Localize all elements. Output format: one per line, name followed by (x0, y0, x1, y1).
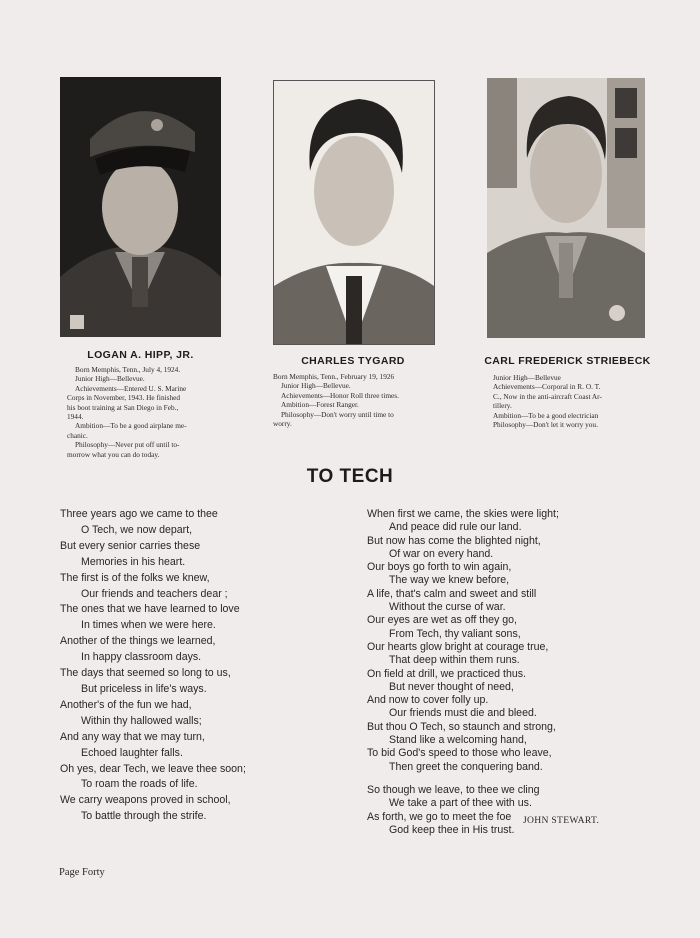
poem-line: But never thought of need, (389, 680, 514, 693)
portrait-photo-image (487, 78, 645, 338)
portrait-photo-image (274, 81, 434, 344)
poem-right-column (367, 508, 559, 837)
poem-line: When first we came, the skies were light; (367, 508, 559, 520)
portrait-charles-tygard (273, 80, 435, 345)
poem-line: And now to cover folly up. (367, 694, 489, 707)
poem-line: Then greet the conquering band. (389, 760, 543, 773)
poem-line: Echoed laughter falls. (81, 746, 183, 759)
poem-line: We carry weapons proved in school, (60, 794, 231, 807)
student-name-carl-striebeck: CARL FREDERICK STRIEBECK (484, 355, 651, 367)
student-name-logan-hipp: LOGAN A. HIPP, JR. (87, 349, 194, 361)
poem-line: On field at drill, we practiced thus. (367, 667, 526, 680)
poem-line: But now has come the blighted night, (367, 534, 541, 547)
bio-line: Philosophy—Never put off until to- (75, 440, 180, 450)
poem-line: We take a part of thee with us. (389, 797, 532, 810)
poem-line: Memories in his heart. (81, 555, 186, 568)
bio-line: Ambition—Forest Ranger. (281, 400, 359, 410)
bio-line: morrow what you can do today. (67, 449, 160, 459)
poem-line: Without the curse of war. (389, 601, 506, 614)
student-name-charles-tygard: CHARLES TYGARD (301, 355, 405, 367)
bio-line: C., Now in the anti-aircraft Coast Ar- (493, 391, 602, 401)
bio-line: Junior High—Bellevue. (281, 381, 351, 391)
poem-line: Our hearts glow bright at courage true, (367, 640, 549, 653)
student-bio-carl-striebeck (485, 373, 602, 429)
poem-line: Stand like a welcoming hand, (389, 734, 527, 747)
bio-line: Junior High—Bellevue (493, 373, 561, 382)
bio-line: tillery. (493, 401, 512, 411)
poem-line: In happy classroom days. (81, 651, 202, 664)
portrait-carl-striebeck (487, 78, 645, 338)
poem-line: O Tech, we now depart, (81, 523, 193, 536)
portrait-photo-image (60, 77, 221, 337)
bio-line: Corps in November, 1943. He finished (67, 393, 180, 403)
poem-line: That deep within them runs. (389, 654, 520, 667)
poem-line: The first is of the folks we knew, (60, 571, 210, 584)
bio-line: worry. (273, 419, 292, 429)
stanza-gap (367, 774, 559, 784)
bio-line: Philosophy—Don't let it worry you. (493, 420, 598, 430)
poem-line: The days that seemed so long to us, (60, 667, 231, 680)
student-bio-charles-tygard (273, 372, 399, 428)
poem-line: To roam the roads of life. (81, 778, 198, 791)
poem-line: God keep thee in His trust. (389, 823, 515, 836)
poem-line: But priceless in life's ways. (81, 682, 207, 695)
poem-line: But every senior carries these (60, 539, 201, 552)
student-bio-logan-hipp (67, 365, 187, 459)
poem-line: Our eyes are wet as off they go, (367, 614, 517, 627)
poem-line: Oh yes, dear Tech, we leave thee soon; (60, 762, 246, 775)
poem-line: To bid God's speed to those who leave, (367, 747, 552, 760)
poem-line: Three years ago we came to thee (60, 508, 218, 520)
bio-line: Ambition—To be a good electrician (493, 410, 599, 420)
poem-line: The ones that we have learned to love (60, 603, 240, 616)
poem-line: So though we leave, to thee we cling (367, 783, 540, 796)
poem-line: Our friends must die and bleed. (389, 707, 537, 720)
bio-line: Junior High—Bellevue. (75, 374, 145, 384)
poem-left-column (60, 507, 246, 825)
bio-line: Achievements—Entered U. S. Marine (75, 383, 187, 393)
poem-line: From Tech, thy valiant sons, (389, 627, 521, 640)
poem-line: Within thy hallowed walls; (81, 714, 202, 727)
poem-line: In times when we were here. (81, 619, 216, 632)
poem-title: TO TECH (306, 466, 394, 487)
poem-line: Of war on every hand. (389, 547, 494, 560)
bio-line: Achievements—Honor Roll three times. (281, 390, 399, 400)
poem-author: JOHN STEWART. (523, 815, 600, 826)
bio-line: Philosophy—Don't worry until time to (281, 409, 394, 419)
poem-line: But thou O Tech, so staunch and strong, (367, 720, 556, 733)
poem-line: As forth, we go to meet the foe (367, 810, 512, 823)
poem-line: The way we knew before, (389, 574, 510, 587)
bio-line: 1944. (67, 412, 84, 422)
poem-line: And any way that we may turn, (60, 730, 205, 743)
poem-line: Our friends and teachers dear ; (81, 587, 228, 600)
poem-line: A life, that's calm and sweet and still (367, 587, 537, 600)
poem-line: Another's of the fun we had, (60, 698, 192, 711)
page-number: Page Forty (59, 867, 105, 878)
bio-line: his boot training at San Diego in Feb., (67, 402, 179, 412)
poem-line: Our boys go forth to win again, (367, 561, 512, 574)
bio-line: Born Memphis, Tenn., July 4, 1924. (75, 365, 181, 374)
poem-line: And peace did rule our land. (389, 521, 522, 534)
portrait-logan-hipp (60, 77, 221, 337)
poem-line: To battle through the strife. (81, 810, 207, 823)
bio-line: Born Memphis, Tenn., February 19, 1926 (273, 372, 395, 381)
bio-line: Achievements—Corporal in R. O. T. (493, 382, 601, 392)
bio-line: chanic. (67, 430, 88, 440)
bio-line: Ambition—To be a good airplane me- (75, 421, 187, 431)
poem-line: Another of the things we learned, (60, 635, 216, 648)
